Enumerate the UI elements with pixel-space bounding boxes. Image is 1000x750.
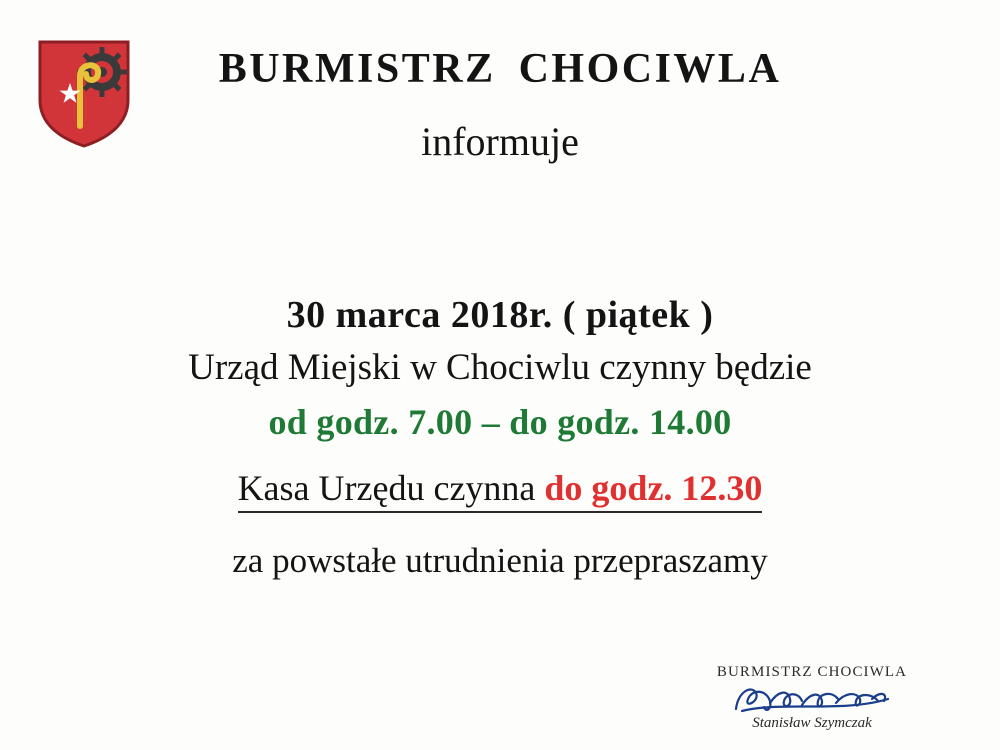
notice-office-open: Urząd Miejski w Chociwlu czynny będzie xyxy=(188,347,812,389)
document-header xyxy=(0,46,1000,164)
notice-office-hours: od godz. 7.00 – do godz. 14.00 xyxy=(268,401,732,442)
page-subtitle: informuje xyxy=(421,119,579,165)
signature-scribble-icon xyxy=(682,679,942,719)
notice-cashier-prefix: Kasa Urzędu czynna xyxy=(237,467,545,508)
signature-name: Stanisław Szymczak xyxy=(752,715,872,731)
page-title: BURMISTRZ CHOCIWLA xyxy=(218,46,782,92)
notice-date: 30 marca 2018r. ( piątek ) xyxy=(286,294,714,336)
notice-cashier xyxy=(0,465,1000,513)
signature-office: BURMISTRZ CHOCIWLA xyxy=(716,664,908,680)
notice-apology: za powstałe utrudnienia przepraszamy xyxy=(232,541,768,581)
notice-body xyxy=(0,290,1000,584)
notice-cashier-hours: do godz. 12.30 xyxy=(544,467,763,508)
signature-block xyxy=(682,664,942,732)
